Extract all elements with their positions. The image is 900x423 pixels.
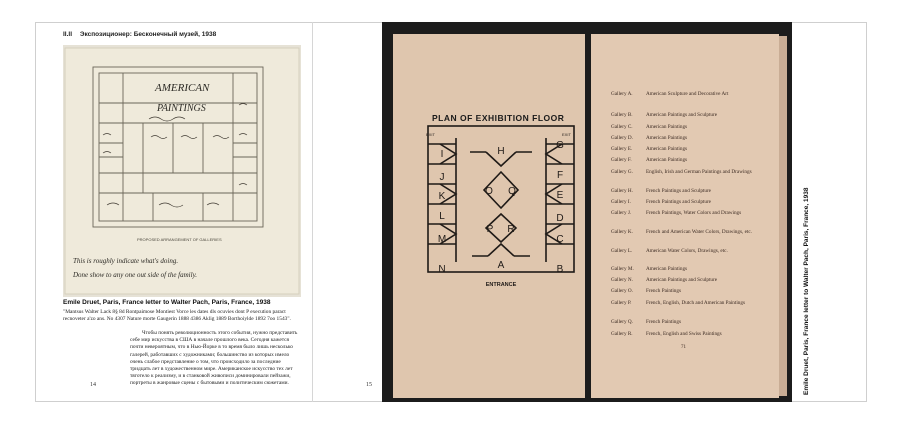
plan-letter: Q <box>508 186 516 197</box>
plan-letter: H <box>497 146 505 157</box>
gallery-label: Gallery D. <box>611 135 633 141</box>
gallery-label: Gallery Q. <box>611 319 633 325</box>
plan-letter: I <box>440 149 444 160</box>
gallery-label: Gallery P. <box>611 300 632 306</box>
gallery-label: Gallery G. <box>611 169 633 175</box>
gallery-desc: American Paintings <box>646 135 688 141</box>
gallery-desc: French and American Water Colors, Drawings, etc. <box>646 229 752 235</box>
section-number: II.II <box>63 31 73 38</box>
plan-letter: J <box>439 172 445 183</box>
plan-letter: K <box>438 191 446 202</box>
plan-exit-left: EXIT <box>426 132 435 137</box>
floor-plan-diagram <box>426 124 576 290</box>
plan-exit-right: EXIT <box>562 132 571 137</box>
plan-letter: R <box>507 224 515 235</box>
gallery-desc: French Paintings and Sculpture <box>646 199 711 205</box>
gallery-label: Gallery A. <box>611 91 633 97</box>
page-gutter <box>312 22 313 402</box>
gallery-desc: American Paintings <box>646 124 688 130</box>
gallery-label: Gallery O. <box>611 288 633 294</box>
plan-entrance: ENTRANCE <box>485 282 517 288</box>
gallery-desc: French, English, Dutch and American Paintings <box>646 300 745 306</box>
gallery-label: Gallery H. <box>611 188 633 194</box>
gallery-desc: American Paintings <box>646 266 688 272</box>
gallery-desc: French Paintings <box>646 288 682 294</box>
plan-letter: L <box>439 211 445 222</box>
booklet-page-edges <box>779 36 787 396</box>
gallery-desc: French, English and Swiss Paintings <box>646 331 722 337</box>
running-header <box>63 31 222 38</box>
plan-letter: O <box>485 186 493 197</box>
sketch-photo <box>63 45 301 297</box>
gallery-label: Gallery J. <box>611 210 632 216</box>
caption-left: Emile Druet, Paris, France letter to Walter Pach, Paris, France, 1938 <box>63 299 271 306</box>
gallery-label: Gallery I. <box>611 199 631 205</box>
french-transcription: "Mantsus Walter Lack 8§ 8d Rontpaimose Montiest Vorce les dates dls ocuvies dont P execution paract recnoveter a'zo ans. No 4307 Nature morte Gaugerin 1888 4386 Aklig 1889 Borthoiylde 1892 7oo 1543". <box>63 309 291 322</box>
gallery-label: Gallery B. <box>611 112 633 118</box>
gallery-desc: American Sculpture and Decorative Art <box>646 91 729 97</box>
gallery-label: Gallery E. <box>611 146 633 152</box>
sketch-footer: PROPOSED ARRANGEMENT OF GALLERIES <box>137 237 222 242</box>
plan-letter: P <box>486 224 494 235</box>
gallery-desc: American Paintings and Sculpture <box>646 112 718 118</box>
gallery-desc: American Water Colors, Drawings, etc. <box>646 248 728 254</box>
plan-letter: B <box>556 264 564 275</box>
gallery-desc: American Paintings and Sculpture <box>646 277 718 283</box>
gallery-label: Gallery N. <box>611 277 633 283</box>
plan-letter: C <box>556 234 564 245</box>
gallery-label: Gallery C. <box>611 124 633 130</box>
caption-right-vertical: Emile Druet, Paris, France letter to Walter Pach, Paris, France, 1938 <box>803 187 810 395</box>
gallery-desc: French Paintings <box>646 319 682 325</box>
gallery-label: Gallery R. <box>611 331 633 337</box>
page-number-right: 15 <box>366 382 372 388</box>
booklet-page-number: 71 <box>681 345 686 350</box>
plan-title: PLAN OF EXHIBITION FLOOR <box>432 113 565 123</box>
plan-letter: F <box>556 170 564 181</box>
sketch-title-line2: PAINTINGS <box>157 103 206 114</box>
gallery-label: Gallery K. <box>611 229 633 235</box>
section-title: Экспозиционер: Бесконечный музей, 1938 <box>79 31 217 38</box>
plan-letter: E <box>556 190 564 201</box>
gallery-label: Gallery F. <box>611 157 632 163</box>
gallery-label: Gallery L. <box>611 248 633 254</box>
plan-letter: A <box>497 260 505 271</box>
gallery-desc: French Paintings and Sculpture <box>646 188 711 194</box>
sketch-drawing <box>63 45 301 297</box>
russian-body-text: Чтобы понять революционность этого события, нужно представить себе мир искусства в США в начале прошлого века. Сегодня кажется почти невероятным, что в Нью-Йорке в то время было лишь несколько галерей, работавших с художниками; большинство из которых имело очень слабое представление о том, что происходило за последние тридцать лет в художественном мире. Американское искусство тех лет тяготело к реализму, и в станковой живописи доминировали пейзажи, портреты в жанровые сцены с бытовыми и политическим сюжетами. <box>130 330 298 387</box>
gallery-label: Gallery M. <box>611 266 634 272</box>
sketch-note-line1: This is roughly indicate what's doing. <box>73 257 179 265</box>
page-number-left: 14 <box>90 382 96 388</box>
sketch-note-line2: Done show to any one out side of the family. <box>73 271 198 279</box>
gallery-desc: English, Irish and German Paintings and Drawings <box>646 169 752 175</box>
sketch-title-line1: AMERICAN <box>155 82 210 94</box>
gallery-desc: American Paintings <box>646 157 688 163</box>
plan-letter: G <box>556 140 564 151</box>
plan-letter: M <box>437 234 447 245</box>
plan-letter: D <box>556 213 564 224</box>
gallery-desc: French Paintings, Water Colors and Drawings <box>646 210 742 216</box>
plan-letter: N <box>438 264 446 275</box>
gallery-desc: American Paintings <box>646 146 688 152</box>
